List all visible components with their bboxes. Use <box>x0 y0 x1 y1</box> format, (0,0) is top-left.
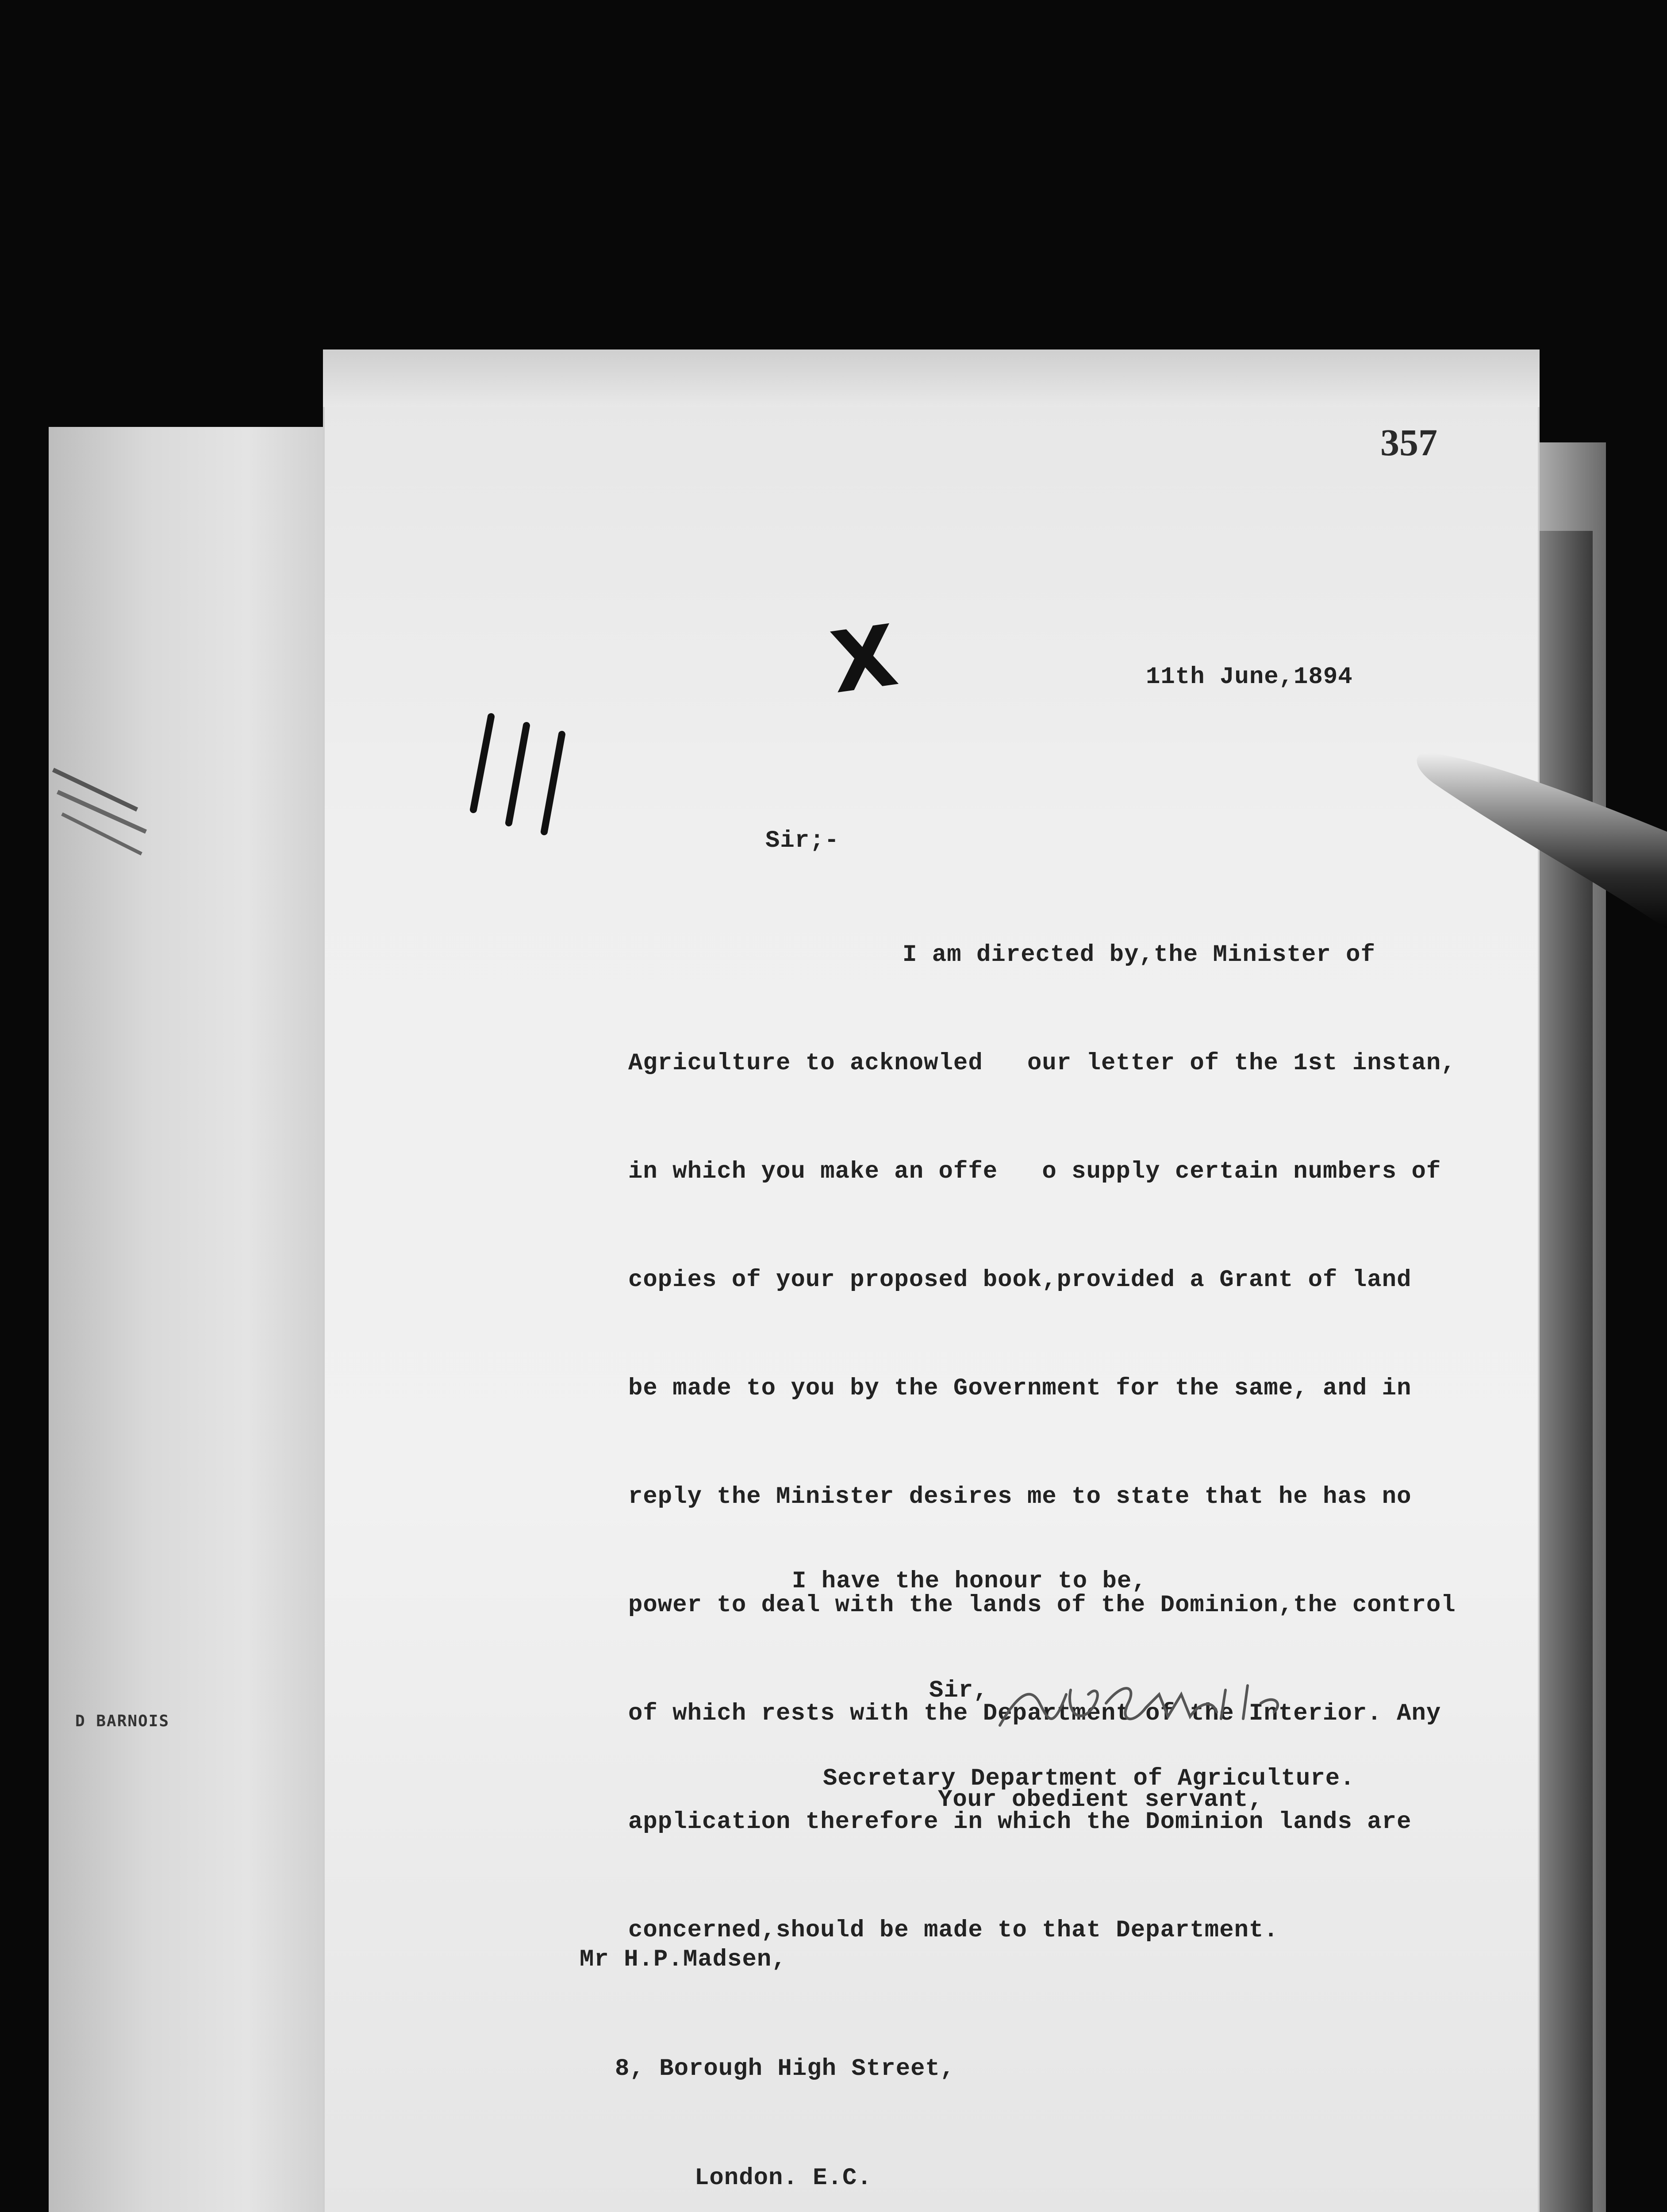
address-line: Mr H.P.Madsen, <box>580 1946 787 1973</box>
letter-date: 11th June,1894 <box>1146 664 1353 691</box>
left-underlying-sheet <box>49 427 332 2212</box>
body-line: be made to you by the Government for the same, and in <box>628 1375 1412 1402</box>
handwritten-x-mark: X <box>825 606 903 713</box>
recipient-address <box>580 1878 955 2212</box>
body-line: I am directed by,the Minister of <box>903 941 1375 968</box>
pen-pointer <box>1416 743 1667 964</box>
handwritten-signature <box>991 1677 1301 1734</box>
body-line: reply the Minister desires me to state that he has no <box>628 1483 1412 1510</box>
body-line: concerned,should be made to that Department. <box>628 1917 1279 1944</box>
letter-salutation: Sir;- <box>765 827 840 854</box>
body-line: copies of your proposed book,provided a Grant of land <box>628 1267 1412 1294</box>
body-line: application therefore in which the Dominion lands are <box>628 1809 1412 1836</box>
body-line: of which rests with the Department of the Interior. Any <box>628 1700 1441 1727</box>
body-line: power to deal with the lands of the Dominion,the control <box>628 1592 1456 1619</box>
page-top-fold <box>323 349 1540 407</box>
left-sheet-stamp: D BARNOIS <box>75 1712 170 1730</box>
closing-line: Sir, <box>929 1677 988 1704</box>
left-sheet-pencil-marks <box>35 743 168 876</box>
body-line: in which you make an offe o supply certain numbers of <box>628 1158 1441 1185</box>
page-number: 357 <box>1380 421 1437 464</box>
address-line: 8, Borough High Street, <box>615 2055 955 2082</box>
signatory-title: Secretary Department of Agriculture. <box>823 1765 1355 1792</box>
closing-line: I have the honour to be, <box>792 1568 1147 1595</box>
closing-line: Your obedient servant, <box>938 1786 1263 1813</box>
handwritten-slash-marks <box>460 699 575 841</box>
body-line: Agriculture to acknowled our letter of the 1st instan, <box>628 1050 1456 1077</box>
signature-drawing <box>991 1677 1301 1734</box>
address-line: London. E.C. <box>695 2165 872 2192</box>
